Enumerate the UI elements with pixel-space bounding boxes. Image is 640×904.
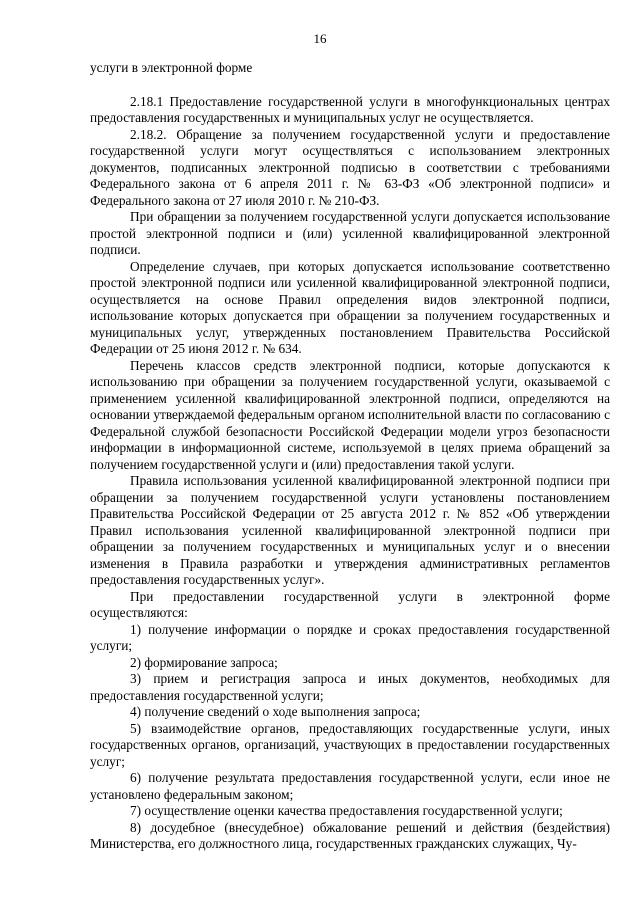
paragraph-signature-cases: Определение случаев, при которых допускается использование соответственно простой электронной подписи или усиленной квалифицированной электронной подписи, осуществляется на основе Правил определения видов электронной подписи, использование которых допускается при обращении за получением государственных и муниципальных услуг, утвержденных постановлением Правительства Российской Федерации от 25 июня 2012 г. № 634. xyxy=(90,258,610,356)
paragraph-signature-rules: Правила использования усиленной квалифицированной электронной подписи при обращении за получением государственной услуги установлены постановлением Правительства Российской Федерации от 25 августа 2012 г. № 852 «Об утверждении Правил использования усиленной квалифицированной электронной подписи при обращении за получением государственных и муниципальных услуг и о внесении изменения в Правила разработки и утверждения административных регламентов предоставления государственных услуг». xyxy=(90,473,610,587)
section-heading-continuation: услуги в электронной форме xyxy=(90,60,253,75)
paragraph-simple-signature: При обращении за получением государственной услуги допускается использование простой электронной подписи и (или) усиленной квалифицированной электронной подписи. xyxy=(90,209,610,257)
list-item-2: 2) формирование запроса; xyxy=(130,654,278,670)
list-item-5: 5) взаимодействие органов, предоставляющих государственные услуги, иных государственных органов, организаций, участвующих в предоставлении государственных услуг; xyxy=(90,720,610,769)
list-item-1: 1) получение информации о порядке и сроках предоставления государственной услуги; xyxy=(90,621,610,653)
list-item-4: 4) получение сведений о ходе выполнения запроса; xyxy=(130,704,421,719)
paragraph-signature-classes: Перечень классов средств электронной подписи, которые допускаются к использованию при обращении за получением государственной услуги, оказываемой с применением усиленной квалифицированной электронной подписи, определяются на основании утверждаемой федеральным органом исполнительной власти по согласованию с Федеральной службой безопасности Российской Федерации модели угроз безопасности информации в информационной системе, используемой в целях приема обращений за получением государственной услуги и (или) предоставления такой услуги. xyxy=(90,357,610,472)
list-item-8: 8) досудебное (внесудебное) обжалование решений и действия (бездействия) Министерства, его должностного лица, государственных гражданских служащих, Чу- xyxy=(90,819,610,851)
list-item-3: 3) прием и регистрация запроса и иных документов, необходимых для предоставления государственной услуги; xyxy=(90,671,610,703)
list-item-6: 6) получение результата предоставления государственной услуги, если иное не установлено федеральным законом; xyxy=(90,770,610,802)
paragraph-electronic-form-intro: При предоставлении государственной услуги в электронной форме осуществляются: xyxy=(90,588,610,620)
paragraph-2-18-1: 2.18.1 Предоставление государственной услуги в многофункциональных центрах предоставления государственных и муниципальных услуг не осуществляется. xyxy=(90,93,610,125)
document-body xyxy=(90,60,610,853)
list-item-7: 7) осуществление оценки качества предоставления государственной услуги; xyxy=(130,803,563,818)
page-number: 16 xyxy=(313,31,327,46)
paragraph-2-18-2: 2.18.2. Обращение за получением государственной услуги и предоставление государственной услуги могут осуществляться с использованием электронных документов, подписанных электронной подписью в соответствии с требованиями Федерального закона от 6 апреля 2011 г. № 63-ФЗ «Об электронной подписи» и Федерального закона от 27 июля 2010 г. № 210-ФЗ. xyxy=(90,126,610,208)
